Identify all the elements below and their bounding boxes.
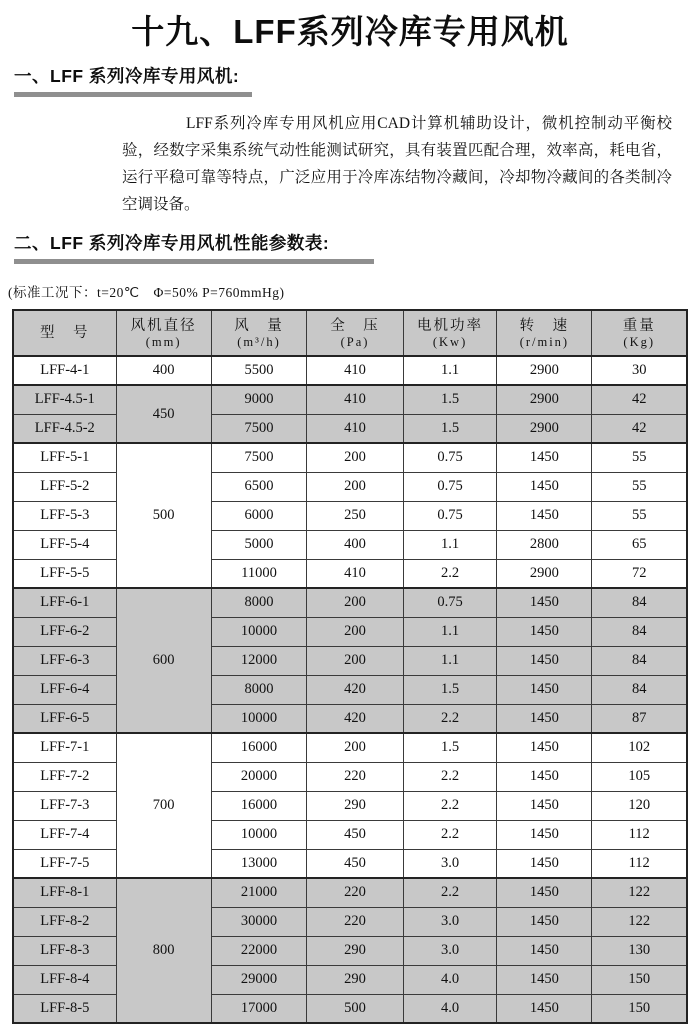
model-cell: LFF-5-2 [13, 472, 116, 501]
power-cell: 1.1 [403, 356, 497, 385]
power-cell: 1.5 [403, 675, 497, 704]
model-cell: LFF-5-1 [13, 443, 116, 472]
pressure-cell: 200 [307, 646, 403, 675]
power-cell: 2.2 [403, 820, 497, 849]
speed-cell: 2900 [497, 559, 592, 588]
section-1-underline [14, 92, 252, 97]
airflow-cell: 5500 [211, 356, 307, 385]
table-row [13, 675, 687, 704]
pressure-cell: 400 [307, 530, 403, 559]
table-row [13, 791, 687, 820]
diameter-cell: 400 [116, 356, 211, 385]
airflow-cell: 16000 [211, 733, 307, 762]
model-cell: LFF-5-4 [13, 530, 116, 559]
power-cell: 1.5 [403, 385, 497, 414]
column-unit: (mm) [145, 334, 182, 349]
table-row [13, 530, 687, 559]
airflow-cell: 30000 [211, 907, 307, 936]
table-row [13, 878, 687, 907]
weight-cell: 84 [592, 675, 687, 704]
table-row [13, 849, 687, 878]
weight-cell: 150 [592, 994, 687, 1023]
speed-cell: 1450 [497, 588, 592, 617]
pressure-cell: 200 [307, 472, 403, 501]
speed-cell: 1450 [497, 472, 592, 501]
column-unit: (m³/h) [237, 334, 281, 349]
pressure-cell: 200 [307, 443, 403, 472]
model-cell: LFF-6-2 [13, 617, 116, 646]
column-header [592, 310, 687, 356]
table-row [13, 414, 687, 443]
column-unit: (Kw) [432, 334, 468, 349]
weight-cell: 105 [592, 762, 687, 791]
column-title: 型 号 [40, 325, 90, 341]
weight-cell: 112 [592, 849, 687, 878]
column-unit: (Kg) [623, 334, 656, 349]
airflow-cell: 9000 [211, 385, 307, 414]
table-row [13, 617, 687, 646]
table-row [13, 501, 687, 530]
column-title: 重量 [622, 317, 656, 334]
section-1-heading: 一、LFF 系列冷库专用风机: [14, 66, 240, 86]
speed-cell: 1450 [497, 443, 592, 472]
diameter-cell: 600 [116, 588, 211, 733]
speed-cell: 1450 [497, 704, 592, 733]
table-row [13, 820, 687, 849]
power-cell: 3.0 [403, 849, 497, 878]
weight-cell: 87 [592, 704, 687, 733]
pressure-cell: 290 [307, 936, 403, 965]
power-cell: 1.1 [403, 646, 497, 675]
model-cell: LFF-4.5-2 [13, 414, 116, 443]
table-body [13, 356, 687, 1023]
diameter-cell: 700 [116, 733, 211, 878]
table-row [13, 994, 687, 1023]
airflow-cell: 6000 [211, 501, 307, 530]
pressure-cell: 450 [307, 820, 403, 849]
weight-cell: 102 [592, 733, 687, 762]
model-cell: LFF-7-1 [13, 733, 116, 762]
weight-cell: 84 [592, 646, 687, 675]
column-unit: (Pa) [340, 334, 370, 349]
speed-cell: 1450 [497, 501, 592, 530]
weight-cell: 42 [592, 385, 687, 414]
model-cell: LFF-8-1 [13, 878, 116, 907]
pressure-cell: 500 [307, 994, 403, 1023]
section-2-heading: 二、LFF 系列冷库专用风机性能参数表: [14, 233, 330, 253]
table-row [13, 356, 687, 385]
speed-cell: 2900 [497, 414, 592, 443]
power-cell: 1.1 [403, 617, 497, 646]
pressure-cell: 220 [307, 762, 403, 791]
diameter-cell: 450 [116, 385, 211, 443]
power-cell: 4.0 [403, 994, 497, 1023]
table-row [13, 965, 687, 994]
condition-note: (标准工况下：t=20℃ Φ=50% P=760mmHg) [8, 285, 285, 300]
speed-cell: 1450 [497, 878, 592, 907]
power-cell: 4.0 [403, 965, 497, 994]
power-cell: 0.75 [403, 472, 497, 501]
power-cell: 1.5 [403, 733, 497, 762]
weight-cell: 112 [592, 820, 687, 849]
airflow-cell: 16000 [211, 791, 307, 820]
speed-cell: 1450 [497, 907, 592, 936]
column-header [116, 310, 211, 356]
power-cell: 3.0 [403, 936, 497, 965]
power-cell: 2.2 [403, 791, 497, 820]
pressure-cell: 410 [307, 414, 403, 443]
section-2 [14, 230, 700, 264]
column-title: 风 量 [234, 317, 284, 334]
airflow-cell: 20000 [211, 762, 307, 791]
speed-cell: 1450 [497, 646, 592, 675]
pressure-cell: 200 [307, 733, 403, 762]
model-cell: LFF-7-2 [13, 762, 116, 791]
table-row [13, 936, 687, 965]
airflow-cell: 29000 [211, 965, 307, 994]
table-row [13, 733, 687, 762]
airflow-cell: 10000 [211, 820, 307, 849]
airflow-cell: 21000 [211, 878, 307, 907]
model-cell: LFF-7-5 [13, 849, 116, 878]
speed-cell: 1450 [497, 762, 592, 791]
speed-cell: 1450 [497, 733, 592, 762]
pressure-cell: 410 [307, 559, 403, 588]
speed-cell: 1450 [497, 994, 592, 1023]
table-row [13, 907, 687, 936]
airflow-cell: 17000 [211, 994, 307, 1023]
airflow-cell: 10000 [211, 617, 307, 646]
table-row [13, 385, 687, 414]
model-cell: LFF-4-1 [13, 356, 116, 385]
airflow-cell: 7500 [211, 443, 307, 472]
table-row [13, 443, 687, 472]
power-cell: 0.75 [403, 501, 497, 530]
weight-cell: 150 [592, 965, 687, 994]
model-cell: LFF-5-5 [13, 559, 116, 588]
weight-cell: 65 [592, 530, 687, 559]
speed-cell: 1450 [497, 820, 592, 849]
airflow-cell: 8000 [211, 588, 307, 617]
pressure-cell: 290 [307, 791, 403, 820]
column-header [497, 310, 592, 356]
weight-cell: 30 [592, 356, 687, 385]
power-cell: 1.5 [403, 414, 497, 443]
pressure-cell: 220 [307, 907, 403, 936]
speed-cell: 2900 [497, 356, 592, 385]
pressure-cell: 220 [307, 878, 403, 907]
table-header-row [13, 310, 687, 356]
model-cell: LFF-7-3 [13, 791, 116, 820]
weight-cell: 72 [592, 559, 687, 588]
model-cell: LFF-5-3 [13, 501, 116, 530]
table-row [13, 472, 687, 501]
pressure-cell: 290 [307, 965, 403, 994]
pressure-cell: 420 [307, 675, 403, 704]
model-cell: LFF-8-2 [13, 907, 116, 936]
speed-cell: 1450 [497, 617, 592, 646]
speed-cell: 2900 [497, 385, 592, 414]
model-cell: LFF-8-4 [13, 965, 116, 994]
table-row [13, 559, 687, 588]
weight-cell: 55 [592, 443, 687, 472]
airflow-cell: 7500 [211, 414, 307, 443]
airflow-cell: 10000 [211, 704, 307, 733]
power-cell: 0.75 [403, 588, 497, 617]
speed-cell: 1450 [497, 849, 592, 878]
column-header [211, 310, 307, 356]
pressure-cell: 200 [307, 617, 403, 646]
model-cell: LFF-6-1 [13, 588, 116, 617]
power-cell: 2.2 [403, 878, 497, 907]
column-title: 风机直径 [130, 317, 197, 334]
weight-cell: 120 [592, 791, 687, 820]
pressure-cell: 410 [307, 385, 403, 414]
table-row [13, 588, 687, 617]
model-cell: LFF-6-5 [13, 704, 116, 733]
weight-cell: 122 [592, 907, 687, 936]
airflow-cell: 22000 [211, 936, 307, 965]
weight-cell: 55 [592, 501, 687, 530]
model-cell: LFF-6-4 [13, 675, 116, 704]
model-cell: LFF-7-4 [13, 820, 116, 849]
power-cell: 3.0 [403, 907, 497, 936]
speed-cell: 1450 [497, 791, 592, 820]
weight-cell: 130 [592, 936, 687, 965]
table-row [13, 704, 687, 733]
weight-cell: 122 [592, 878, 687, 907]
airflow-cell: 12000 [211, 646, 307, 675]
column-title: 全 压 [330, 317, 380, 334]
column-header [13, 310, 116, 356]
table-row [13, 762, 687, 791]
page-title: 十九、LFF系列冷库专用风机 [131, 13, 569, 50]
airflow-cell: 13000 [211, 849, 307, 878]
power-cell: 0.75 [403, 443, 497, 472]
column-header [307, 310, 403, 356]
power-cell: 2.2 [403, 762, 497, 791]
power-cell: 2.2 [403, 704, 497, 733]
weight-cell: 84 [592, 617, 687, 646]
speed-cell: 2800 [497, 530, 592, 559]
pressure-cell: 250 [307, 501, 403, 530]
column-title: 转 速 [519, 317, 570, 334]
column-unit: (r/min) [519, 334, 570, 349]
diameter-cell: 500 [116, 443, 211, 588]
pressure-cell: 410 [307, 356, 403, 385]
pressure-cell: 420 [307, 704, 403, 733]
column-header [403, 310, 497, 356]
power-cell: 1.1 [403, 530, 497, 559]
weight-cell: 42 [592, 414, 687, 443]
speed-cell: 1450 [497, 675, 592, 704]
model-cell: LFF-6-3 [13, 646, 116, 675]
power-cell: 2.2 [403, 559, 497, 588]
performance-table [12, 309, 688, 1024]
weight-cell: 55 [592, 472, 687, 501]
airflow-cell: 8000 [211, 675, 307, 704]
model-cell: LFF-8-5 [13, 994, 116, 1023]
pressure-cell: 200 [307, 588, 403, 617]
intro-paragraph: LFF系列冷库专用风机应用CAD计算机辅助设计，微机控制动平衡校验，经数字采集系统气动性能测试研究，具有装置匹配合理，效率高，耗电省，运行平稳可靠等特点，广泛应用于冷库冻结物冷藏间，冷却物冷藏间的各类制冷空调设备。 [122, 115, 672, 213]
speed-cell: 1450 [497, 936, 592, 965]
model-cell: LFF-4.5-1 [13, 385, 116, 414]
column-title: 电机功率 [417, 317, 484, 334]
section-1 [14, 63, 700, 97]
weight-cell: 84 [592, 588, 687, 617]
airflow-cell: 5000 [211, 530, 307, 559]
model-cell: LFF-8-3 [13, 936, 116, 965]
table-row [13, 646, 687, 675]
airflow-cell: 6500 [211, 472, 307, 501]
section-2-underline [14, 259, 374, 264]
airflow-cell: 11000 [211, 559, 307, 588]
diameter-cell: 800 [116, 878, 211, 1023]
pressure-cell: 450 [307, 849, 403, 878]
speed-cell: 1450 [497, 965, 592, 994]
